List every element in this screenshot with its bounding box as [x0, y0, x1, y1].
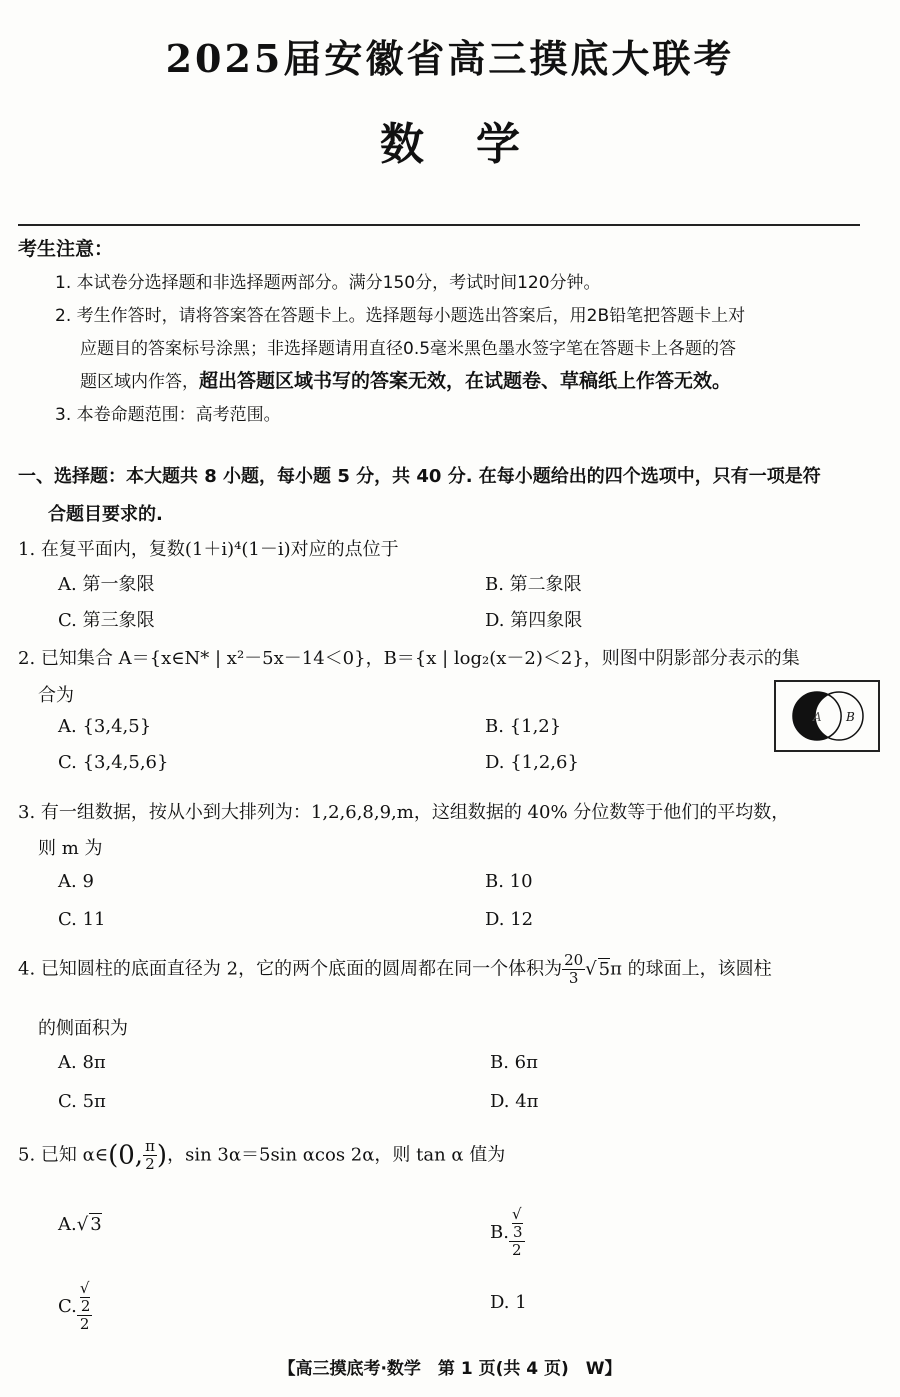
q5-c-num: √ 2: [77, 1280, 93, 1316]
question-2: 2. 已知集合 A＝{x∈N* | x²－5x－14＜0}，B＝{x | log₂(x－2)＜2}，则图中阴影部分表示的集: [18, 648, 800, 669]
divider: [18, 224, 860, 226]
q5-option-a: [58, 1214, 102, 1235]
notice-item-3: 3. 本卷命题范围：高考范围。: [55, 405, 281, 425]
question-4-cont: 的侧面积为: [38, 1018, 128, 1039]
notice-item-1: 1. 本试卷分选择题和非选择题两部分。满分150分，考试时间120分钟。: [55, 273, 601, 293]
notice-item-2-cont: 应题目的答案标号涂黑；非选择题请用直径0.5毫米黑色墨水签字笔在答题卡上各题的答: [80, 339, 737, 359]
venn-set-b: [815, 692, 863, 740]
venn-label-b: B: [846, 710, 855, 724]
venn-diagram: [774, 680, 880, 752]
section-heading: 一、选择题：本大题共 8 小题，每小题 5 分，共 40 分. 在每小题给出的四个选项中，只有一项是符: [18, 466, 821, 487]
q5-c-fraction: [77, 1280, 93, 1333]
notice-heading: 考生注意：: [18, 238, 114, 260]
q5-fraction: [143, 1138, 157, 1173]
q5-frac-num: π: [145, 1137, 155, 1155]
q4-frac-den: 3: [568, 969, 579, 987]
q5-option-d: D. 1: [490, 1292, 527, 1313]
q4-option-c: C. 5π: [58, 1091, 106, 1112]
q4-option-a: A. 8π: [58, 1052, 106, 1073]
q4-option-b: B. 6π: [490, 1052, 538, 1073]
q4-fraction: [562, 952, 585, 987]
venn-svg: [776, 682, 878, 750]
question-3: 3. 有一组数据，按从小到大排列为：1,2,6,8,9,m，这组数据的 40% 分位数等于他们的平均数，: [18, 802, 790, 823]
subject-title: 数学: [380, 119, 572, 170]
question-2-cont: 合为: [38, 685, 74, 706]
q1-option-b: B. 第二象限: [485, 574, 582, 595]
q3-option-d: D. 12: [485, 909, 534, 930]
q4-frac-num: 20: [564, 951, 584, 969]
q5-paren-right: ): [156, 1140, 168, 1171]
q4-stem-pre: 4. 已知圆柱的底面直径为 2，它的两个底面的圆周都在同一个体积为: [18, 958, 563, 980]
q5-paren-left: (0,: [108, 1140, 144, 1171]
q5-option-b: [490, 1206, 525, 1259]
q5-frac-den: 2: [145, 1155, 155, 1173]
q2-option-d: D. {1,2,6}: [485, 752, 579, 773]
question-3-cont: 则 m 为: [38, 838, 103, 859]
q5-b-radicand: 3: [512, 1223, 523, 1241]
q5-b-den: 2: [511, 1241, 522, 1259]
q5-a-label: A.: [58, 1214, 77, 1235]
question-5: [18, 1138, 505, 1173]
q3-option-c: C. 11: [58, 909, 106, 930]
q2-option-a: A. {3,4,5}: [58, 716, 152, 737]
q5-b-fraction: [509, 1206, 525, 1259]
q5-c-den: 2: [79, 1315, 90, 1333]
q5-a-radical: √: [76, 1214, 89, 1235]
notice-item-2: 2. 考生作答时，请将答案答在答题卡上。选择题每小题选出答案后，用2B铅笔把答题卡上对: [55, 306, 746, 326]
q5-a-radicand: 3: [90, 1214, 102, 1235]
notice-text: 题区域内作答，: [80, 372, 199, 392]
section-heading-cont: 合题目要求的.: [48, 504, 163, 525]
q4-stem-post: π 的球面上，该圆柱: [610, 958, 772, 980]
q3-option-b: B. 10: [485, 871, 533, 892]
q5-stem-pre: 5. 已知 α∈: [18, 1144, 109, 1166]
venn-label-a: A: [813, 710, 822, 724]
question-4: [18, 952, 772, 987]
q1-option-c: C. 第三象限: [58, 610, 155, 631]
page-footer: 【高三摸底考·数学 第 1 页(共 4 页) W】: [278, 1359, 622, 1379]
q5-option-c: [58, 1280, 92, 1333]
exam-title: 2025届安徽省高三摸底大联考: [165, 36, 735, 81]
q4-radicand: 5: [598, 958, 611, 980]
q2-option-c: C. {3,4,5,6}: [58, 752, 169, 773]
q4-option-d: D. 4π: [490, 1091, 539, 1112]
q5-c-label: C.: [58, 1296, 77, 1317]
q5-c-radicand: 2: [80, 1297, 91, 1315]
notice-emphasis: 超出答题区域书写的答案无效，在试题卷、草稿纸上作答无效。: [199, 370, 732, 392]
q5-b-label: B.: [490, 1222, 509, 1243]
q1-option-a: A. 第一象限: [58, 574, 155, 595]
q2-option-b: B. {1,2}: [485, 716, 562, 737]
q4-radical-sign: √: [585, 958, 597, 980]
q3-option-a: A. 9: [58, 871, 94, 892]
question-1: 1. 在复平面内，复数(1＋i)⁴(1－i)对应的点位于: [18, 539, 399, 560]
q5-stem-post: ，sin 3α＝5sin αcos 2α，则 tan α 值为: [167, 1144, 506, 1166]
q5-b-num: √ 3: [509, 1206, 525, 1242]
q1-option-d: D. 第四象限: [485, 610, 583, 631]
notice-item-2-cont2: [80, 366, 731, 393]
